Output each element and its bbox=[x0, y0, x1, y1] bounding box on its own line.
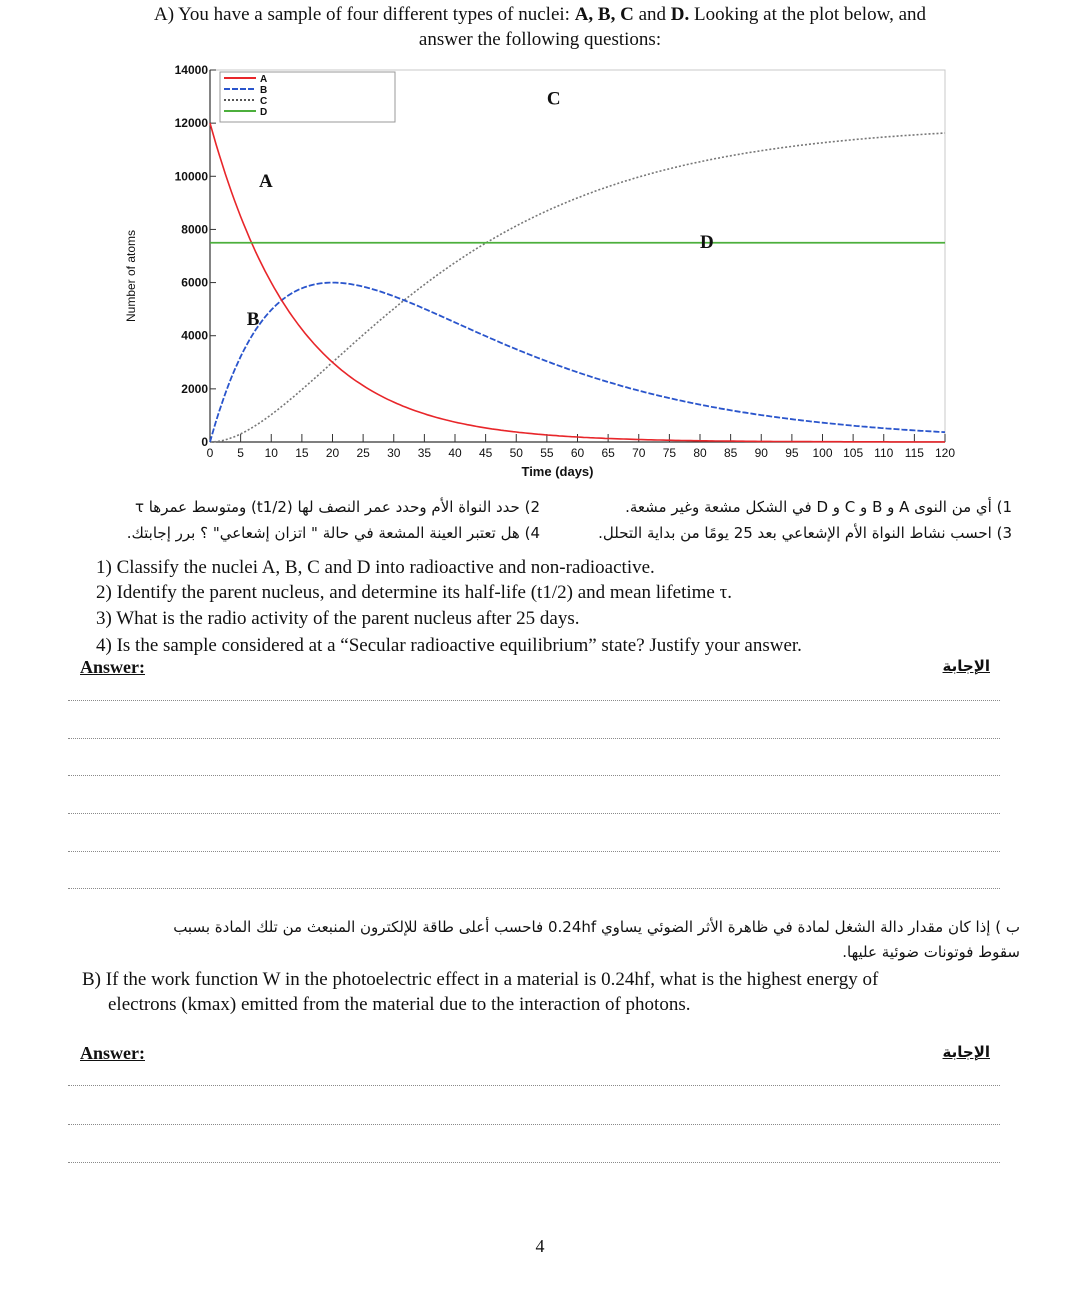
part-b-english-line-1: B) If the work function W in the photoelectric effect in a material is 0.24hf, what is the highest energy of bbox=[82, 969, 879, 990]
answer-label-a-ar: الإجابة bbox=[942, 657, 990, 675]
answer-line[interactable] bbox=[68, 1124, 1000, 1125]
series-c-line bbox=[210, 133, 945, 442]
chart-axes bbox=[124, 63, 955, 479]
answer-line[interactable] bbox=[68, 813, 1000, 814]
legend-label-d: D bbox=[260, 107, 268, 118]
x-tick-label: 15 bbox=[295, 446, 309, 460]
x-tick-label: 5 bbox=[237, 446, 244, 460]
chart-series bbox=[210, 123, 945, 442]
x-tick-label: 30 bbox=[387, 446, 401, 460]
arabic-q3: 3) احسب نشاط النواة الأم الإشعاعي بعد 25 يومًا من بداية التحلل. bbox=[598, 524, 1012, 542]
question-2: 2) Identify the parent nucleus, and determine its half-life (t1/2) and mean lifetime τ. bbox=[96, 582, 732, 603]
x-tick-label: 100 bbox=[812, 446, 833, 460]
plot-frame bbox=[210, 70, 945, 442]
x-tick-label: 70 bbox=[632, 446, 646, 460]
arabic-q2: 2) حدد النواة الأم وحدد عمر النصف لها (t1/2) ومتوسط عمرها τ bbox=[134, 498, 540, 516]
question-3: 3) What is the radio activity of the parent nucleus after 25 days. bbox=[96, 608, 580, 629]
answer-label-b-ar: الإجابة bbox=[942, 1043, 990, 1061]
x-tick-label: 120 bbox=[934, 446, 956, 460]
page-number: 4 bbox=[535, 1236, 545, 1256]
question-1: 1) Classify the nuclei A, B, C and D into radioactive and non-radioactive. bbox=[96, 557, 655, 578]
curve-label-a: A bbox=[259, 170, 273, 192]
y-tick-label: 10000 bbox=[174, 169, 208, 184]
answer-line[interactable] bbox=[68, 851, 1000, 852]
x-tick-label: 80 bbox=[693, 446, 707, 460]
y-tick-label: 4000 bbox=[181, 328, 208, 343]
y-axis-label: Number of atoms bbox=[124, 229, 138, 323]
intro-line-1: A) You have a sample of four different types of nuclei: A, B, C and D. Looking at the plot below, and bbox=[153, 4, 926, 25]
chart-legend bbox=[220, 72, 395, 122]
legend-box bbox=[220, 72, 395, 122]
answer-line[interactable] bbox=[68, 775, 1000, 776]
y-tick-label: 2000 bbox=[181, 381, 208, 396]
chart-grid bbox=[210, 70, 945, 442]
curve-label-c: C bbox=[546, 88, 561, 110]
answer-line[interactable] bbox=[68, 1085, 1000, 1086]
part-b-arabic-line-2: سقوط فوتونات ضوئية عليها. bbox=[842, 943, 1020, 961]
part-a-intro bbox=[0, 2, 1080, 52]
x-tick-label: 60 bbox=[570, 446, 585, 460]
arabic-q1: 1) أي من النوى A و B و C و D في الشكل مشعة وغير مشعة. bbox=[625, 498, 1012, 516]
x-tick-label: 75 bbox=[662, 446, 677, 460]
x-tick-label: 45 bbox=[478, 446, 493, 460]
part-b-english-line-2: electrons (kmax) emitted from the material due to the interaction of photons. bbox=[108, 994, 691, 1015]
x-tick-label: 50 bbox=[509, 446, 523, 460]
intro-line-2: answer the following questions: bbox=[418, 29, 662, 50]
curve-label-b: B bbox=[246, 309, 260, 331]
legend-label-b: B bbox=[260, 85, 268, 96]
y-tick-label: 0 bbox=[201, 435, 208, 449]
x-tick-label: 25 bbox=[356, 446, 370, 460]
x-tick-label: 65 bbox=[601, 446, 615, 460]
x-tick-label: 0 bbox=[206, 446, 214, 460]
x-tick-label: 85 bbox=[723, 446, 738, 460]
y-tick-label: 14000 bbox=[174, 63, 208, 77]
answer-line[interactable] bbox=[68, 1162, 1000, 1163]
x-tick-label: 110 bbox=[874, 446, 894, 460]
x-tick-label: 90 bbox=[754, 446, 768, 460]
x-tick-label: 115 bbox=[904, 446, 924, 460]
curve-label-d: D bbox=[700, 232, 714, 254]
y-tick-label: 6000 bbox=[181, 275, 208, 290]
part-b-arabic-line-1: ب ) إذا كان مقدار دالة الشغل لمادة في ظاهرة الأثر الضوئي يساوي 0.24hf فاحسب أعلى طاقة للإلكترون المنبعث من تلك المادة بسبب bbox=[173, 918, 1020, 936]
x-tick-label: 10 bbox=[264, 446, 278, 460]
chart-labels bbox=[247, 89, 714, 331]
answer-line[interactable] bbox=[68, 738, 1000, 739]
x-axis-label: Time (days) bbox=[521, 464, 594, 479]
question-4: 4) Is the sample considered at a “Secular radioactive equilibrium” state? Justify your answer. bbox=[96, 635, 802, 656]
series-b-line bbox=[210, 283, 945, 442]
x-tick-label: 35 bbox=[417, 446, 432, 460]
legend-label-c: C bbox=[260, 96, 268, 107]
x-tick-label: 40 bbox=[448, 446, 462, 460]
legend-label-a: A bbox=[260, 74, 268, 85]
y-tick-label: 8000 bbox=[181, 222, 208, 237]
answer-line[interactable] bbox=[68, 700, 1000, 701]
x-tick-label: 95 bbox=[785, 446, 799, 460]
answer-label-b: Answer: bbox=[80, 1043, 145, 1063]
arabic-q4: 4) هل تعتبر العينة المشعة في حالة " اتزان إشعاعي" ؟ برر إجابتك. bbox=[126, 524, 540, 542]
x-tick-label: 105 bbox=[843, 446, 864, 460]
x-tick-label: 20 bbox=[325, 446, 340, 460]
x-tick-label: 55 bbox=[540, 446, 554, 460]
decay-chart bbox=[100, 55, 980, 485]
answer-line[interactable] bbox=[68, 888, 1000, 889]
answer-label-a: Answer: bbox=[80, 657, 145, 677]
y-tick-label: 12000 bbox=[174, 116, 208, 131]
